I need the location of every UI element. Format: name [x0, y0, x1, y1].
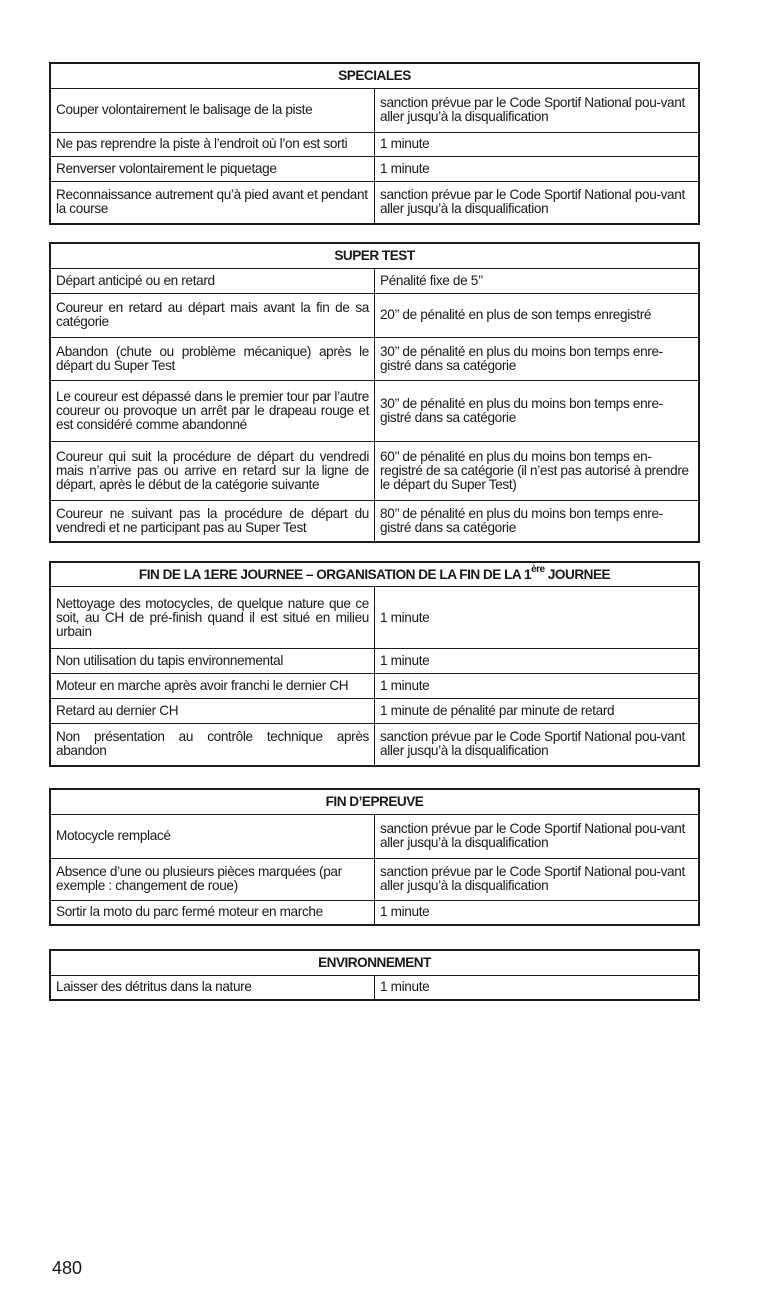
penalty-cell: 1 minute — [375, 649, 700, 674]
penalty-cell: 1 minute de pénalité par minute de retard — [375, 699, 700, 724]
penalty-cell: 30’’ de pénalité en plus du moins bon temps enre-gistré dans sa catégorie — [375, 380, 700, 441]
infraction-cell: Coureur en retard au départ mais avant la fin de sa catégorie — [50, 293, 375, 337]
table-row — [50, 674, 699, 699]
table-title: FIN D’EPREUVE — [50, 789, 699, 814]
table-row — [50, 587, 699, 649]
table-row — [50, 268, 699, 293]
page-number: 480 — [52, 1258, 83, 1278]
infraction-cell: Non présentation au contrôle technique après abandon — [50, 724, 375, 766]
title-end: JOURNEE — [544, 566, 611, 582]
infraction-cell: Motocycle remplacé — [50, 814, 375, 858]
infraction-cell: Le coureur est dépassé dans le premier tour par l’autre coureur ou provoque un arrêt par le drapeau rouge et est considéré comme abandonné — [50, 380, 375, 441]
penalty-cell: 30’’ de pénalité en plus du moins bon temps enre-gistré dans sa catégorie — [375, 337, 700, 380]
table-row — [50, 858, 699, 900]
table-row — [50, 975, 699, 1000]
penalty-cell: 1 minute — [375, 975, 700, 1000]
penalty-cell: 20’’ de pénalité en plus de son temps enregistré — [375, 293, 700, 337]
penalty-cell: sanction prévue par le Code Sportif National pou-vant aller jusqu’à la disqualification — [375, 88, 700, 132]
penalty-cell: 60’’ de pénalité en plus du moins bon temps en-registré de sa catégorie (il n’est pas autorisé à prendre le départ du Super Test) — [375, 441, 700, 500]
table-row — [50, 181, 699, 224]
title-superscript: ère — [531, 563, 545, 575]
table-row — [50, 724, 699, 766]
penalty-cell: 1 minute — [375, 900, 700, 925]
penalty-cell: 1 minute — [375, 674, 700, 699]
infraction-cell: Sortir la moto du parc fermé moteur en marche — [50, 900, 375, 925]
table-row — [50, 441, 699, 500]
table-row — [50, 380, 699, 441]
table-fin-epreuve — [49, 788, 700, 926]
infraction-cell: Coureur qui suit la procédure de départ du vendredi mais n’arrive pas ou arrive en retard sur la ligne de départ, après le début de la catégorie suivante — [50, 441, 375, 500]
infraction-cell: Départ anticipé ou en retard — [50, 268, 375, 293]
penalty-cell: Pénalité fixe de 5’’ — [375, 268, 700, 293]
penalty-cell: 80’’ de pénalité en plus du moins bon temps enre-gistré dans sa catégorie — [375, 500, 700, 542]
penalty-cell: sanction prévue par le Code Sportif National pou-vant aller jusqu’à la disqualification — [375, 814, 700, 858]
infraction-cell: Abandon (chute ou problème mécanique) après le départ du Super Test — [50, 337, 375, 380]
table-row — [50, 156, 699, 181]
title-main: FIN DE LA 1ERE JOURNEE – ORGANISATION DE LA FIN DE LA 1 — [138, 566, 532, 582]
table-row — [50, 337, 699, 380]
penalty-cell: sanction prévue par le Code Sportif National pou-vant aller jusqu’à la disqualification — [375, 724, 700, 766]
table-title: SPECIALES — [50, 63, 699, 88]
table-title — [50, 562, 699, 587]
infraction-cell: Retard au dernier CH — [50, 699, 375, 724]
penalty-cell: 1 minute — [375, 587, 700, 649]
table-fin-1ere-journee — [49, 561, 700, 767]
table-row — [50, 814, 699, 858]
penalty-cell: sanction prévue par le Code Sportif National pou-vant aller jusqu’à la disqualification — [375, 858, 700, 900]
penalty-cell: 1 minute — [375, 132, 700, 156]
infraction-cell: Reconnaissance autrement qu’à pied avant et pendant la course — [50, 181, 375, 224]
infraction-cell: Nettoyage des motocycles, de quelque nature que ce soit, au CH de pré-finish quand il est situé en milieu urbain — [50, 587, 375, 649]
infraction-cell: Ne pas reprendre la piste à l’endroit où l’on est sorti — [50, 132, 375, 156]
table-row — [50, 88, 699, 132]
infraction-cell: Absence d’une ou plusieurs pièces marquées (par exemple : changement de roue) — [50, 858, 375, 900]
table-row — [50, 293, 699, 337]
table-title: SUPER TEST — [50, 243, 699, 268]
table-row — [50, 649, 699, 674]
table-environnement — [49, 949, 700, 1001]
table-row — [50, 900, 699, 925]
table-row — [50, 500, 699, 542]
table-row — [50, 132, 699, 156]
infraction-cell: Laisser des détritus dans la nature — [50, 975, 375, 1000]
table-title: ENVIRONNEMENT — [50, 950, 699, 975]
penalty-cell: 1 minute — [375, 156, 700, 181]
table-super-test — [49, 242, 700, 543]
infraction-cell: Non utilisation du tapis environnemental — [50, 649, 375, 674]
penalty-cell: sanction prévue par le Code Sportif National pou-vant aller jusqu’à la disqualification — [375, 181, 700, 224]
infraction-cell: Moteur en marche après avoir franchi le dernier CH — [50, 674, 375, 699]
table-speciales — [49, 62, 700, 225]
infraction-cell: Couper volontairement le balisage de la piste — [50, 88, 375, 132]
infraction-cell: Coureur ne suivant pas la procédure de départ du vendredi et ne participant pas au Super Test — [50, 500, 375, 542]
infraction-cell: Renverser volontairement le piquetage — [50, 156, 375, 181]
table-row — [50, 699, 699, 724]
